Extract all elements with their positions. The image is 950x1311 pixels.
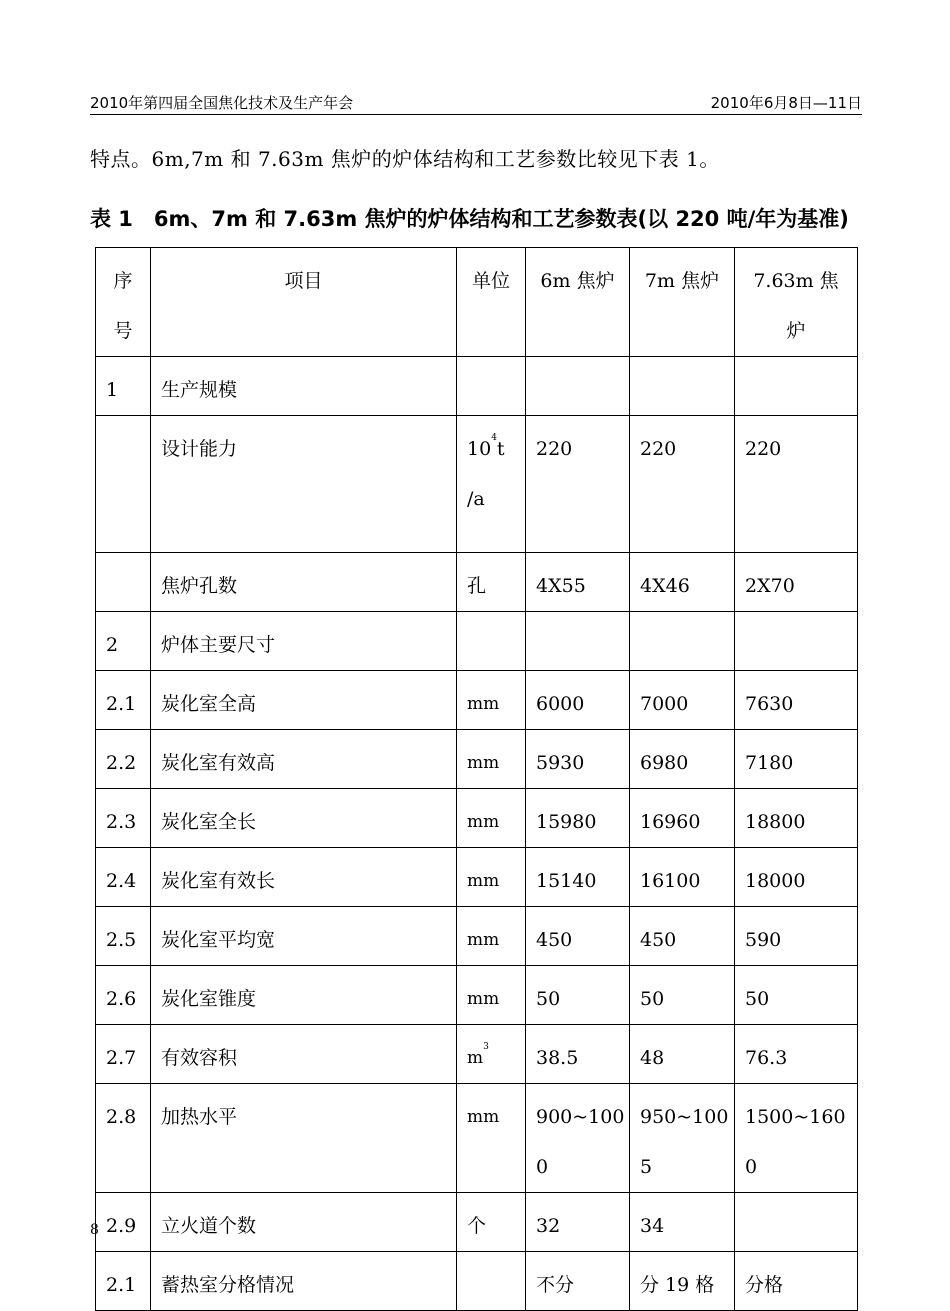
table-row	[96, 671, 858, 730]
cell-7m: 48	[630, 1025, 735, 1084]
cell-unit	[457, 357, 526, 416]
cell-item: 炭化室锥度	[151, 966, 457, 1025]
page-number: 8	[90, 1222, 99, 1238]
cell-seq: 2.7	[96, 1025, 151, 1084]
cell-763m: 2X70	[735, 553, 858, 612]
cell-763m: 7630	[735, 671, 858, 730]
cell-7m: 6980	[630, 730, 735, 789]
cell-7m: 220	[630, 416, 735, 553]
table-header-row	[96, 248, 858, 357]
table-row	[96, 1025, 858, 1084]
table-row	[96, 730, 858, 789]
cell-7m: 50	[630, 966, 735, 1025]
cell-seq: 2.5	[96, 907, 151, 966]
cell-763m	[735, 1193, 858, 1252]
header-6m: 6m 焦炉	[526, 248, 630, 357]
cell-6m: 220	[526, 416, 630, 553]
cell-item: 炉体主要尺寸	[151, 612, 457, 671]
cell-763m: 76.3	[735, 1025, 858, 1084]
cell-unit: mm	[457, 848, 526, 907]
table-row	[96, 907, 858, 966]
cell-6m: 50	[526, 966, 630, 1025]
cell-7m: 16100	[630, 848, 735, 907]
cell-seq: 2.1	[96, 671, 151, 730]
cell-item: 设计能力	[151, 416, 457, 553]
header-date: 2010年6月8日—11日	[710, 94, 862, 112]
cell-seq: 2.1	[96, 1252, 151, 1311]
header-unit: 单位	[457, 248, 526, 357]
cell-item: 焦炉孔数	[151, 553, 457, 612]
table-row	[96, 416, 858, 553]
cell-6m: 32	[526, 1193, 630, 1252]
header-item: 项目	[151, 248, 457, 357]
cell-7m: 950~100 5	[630, 1084, 735, 1193]
cell-7m: 4X46	[630, 553, 735, 612]
cell-seq: 2.9	[96, 1193, 151, 1252]
header-7m: 7m 焦炉	[630, 248, 735, 357]
cell-763m: 18000	[735, 848, 858, 907]
table-row	[96, 848, 858, 907]
cell-unit: $m^3$	[457, 1025, 526, 1084]
cell-unit: mm	[457, 966, 526, 1025]
cell-unit: $10^4t$ /a	[457, 416, 526, 553]
cell-763m: 590	[735, 907, 858, 966]
cell-763m: 分格	[735, 1252, 858, 1311]
cell-item: 炭化室全高	[151, 671, 457, 730]
cell-unit: mm	[457, 730, 526, 789]
table-row	[96, 1193, 858, 1252]
cell-unit: 个	[457, 1193, 526, 1252]
cell-6m: 5930	[526, 730, 630, 789]
table-row	[96, 1252, 858, 1311]
cell-6m: 4X55	[526, 553, 630, 612]
cell-763m: 7180	[735, 730, 858, 789]
header-seq: 序 号	[96, 248, 151, 357]
cell-unit: mm	[457, 1084, 526, 1193]
cell-unit	[457, 1252, 526, 1311]
cell-763m: 1500~160 0	[735, 1084, 858, 1193]
table-row	[96, 612, 858, 671]
cell-seq: 1	[96, 357, 151, 416]
cell-763m: 50	[735, 966, 858, 1025]
cell-item: 立火道个数	[151, 1193, 457, 1252]
cell-7m: 450	[630, 907, 735, 966]
cell-seq: 2.4	[96, 848, 151, 907]
cell-unit: mm	[457, 671, 526, 730]
cell-item: 炭化室平均宽	[151, 907, 457, 966]
cell-item: 有效容积	[151, 1025, 457, 1084]
cell-7m: 分 19 格	[630, 1252, 735, 1311]
cell-6m: 6000	[526, 671, 630, 730]
cell-7m: 34	[630, 1193, 735, 1252]
cell-763m	[735, 357, 858, 416]
header-conference-title: 2010年第四届全国焦化技术及生产年会	[90, 94, 354, 112]
cell-unit: mm	[457, 907, 526, 966]
cell-item: 蓄热室分格情况	[151, 1252, 457, 1311]
parameter-table	[95, 247, 858, 1311]
cell-unit: mm	[457, 789, 526, 848]
cell-6m: 15980	[526, 789, 630, 848]
cell-seq: 2.6	[96, 966, 151, 1025]
cell-seq	[96, 553, 151, 612]
cell-7m: 16960	[630, 789, 735, 848]
cell-6m: 900~100 0	[526, 1084, 630, 1193]
table-row	[96, 1084, 858, 1193]
cell-seq: 2.8	[96, 1084, 151, 1193]
intro-paragraph: 特点。6m,7m 和 7.63m 焦炉的炉体结构和工艺参数比较见下表 1。	[90, 147, 720, 171]
table-row	[96, 966, 858, 1025]
cell-item: 炭化室全长	[151, 789, 457, 848]
header-763m: 7.63m 焦 炉	[735, 248, 858, 357]
cell-763m	[735, 612, 858, 671]
cell-6m	[526, 357, 630, 416]
cell-7m	[630, 612, 735, 671]
cell-6m: 15140	[526, 848, 630, 907]
cell-item: 加热水平	[151, 1084, 457, 1193]
cell-763m: 220	[735, 416, 858, 553]
cell-seq: 2.2	[96, 730, 151, 789]
cell-7m	[630, 357, 735, 416]
table-row	[96, 553, 858, 612]
cell-unit: 孔	[457, 553, 526, 612]
cell-6m: 38.5	[526, 1025, 630, 1084]
cell-seq	[96, 416, 151, 553]
cell-item: 生产规模	[151, 357, 457, 416]
table-row	[96, 789, 858, 848]
cell-item: 炭化室有效高	[151, 730, 457, 789]
cell-7m: 7000	[630, 671, 735, 730]
cell-6m	[526, 612, 630, 671]
page-header	[90, 92, 862, 115]
table-caption: 表 1 6m、7m 和 7.63m 焦炉的炉体结构和工艺参数表(以 220 吨/年为基准)	[90, 207, 849, 231]
cell-763m: 18800	[735, 789, 858, 848]
cell-item: 炭化室有效长	[151, 848, 457, 907]
cell-unit	[457, 612, 526, 671]
table-row	[96, 357, 858, 416]
cell-6m: 450	[526, 907, 630, 966]
cell-seq: 2.3	[96, 789, 151, 848]
cell-seq: 2	[96, 612, 151, 671]
cell-6m: 不分	[526, 1252, 630, 1311]
